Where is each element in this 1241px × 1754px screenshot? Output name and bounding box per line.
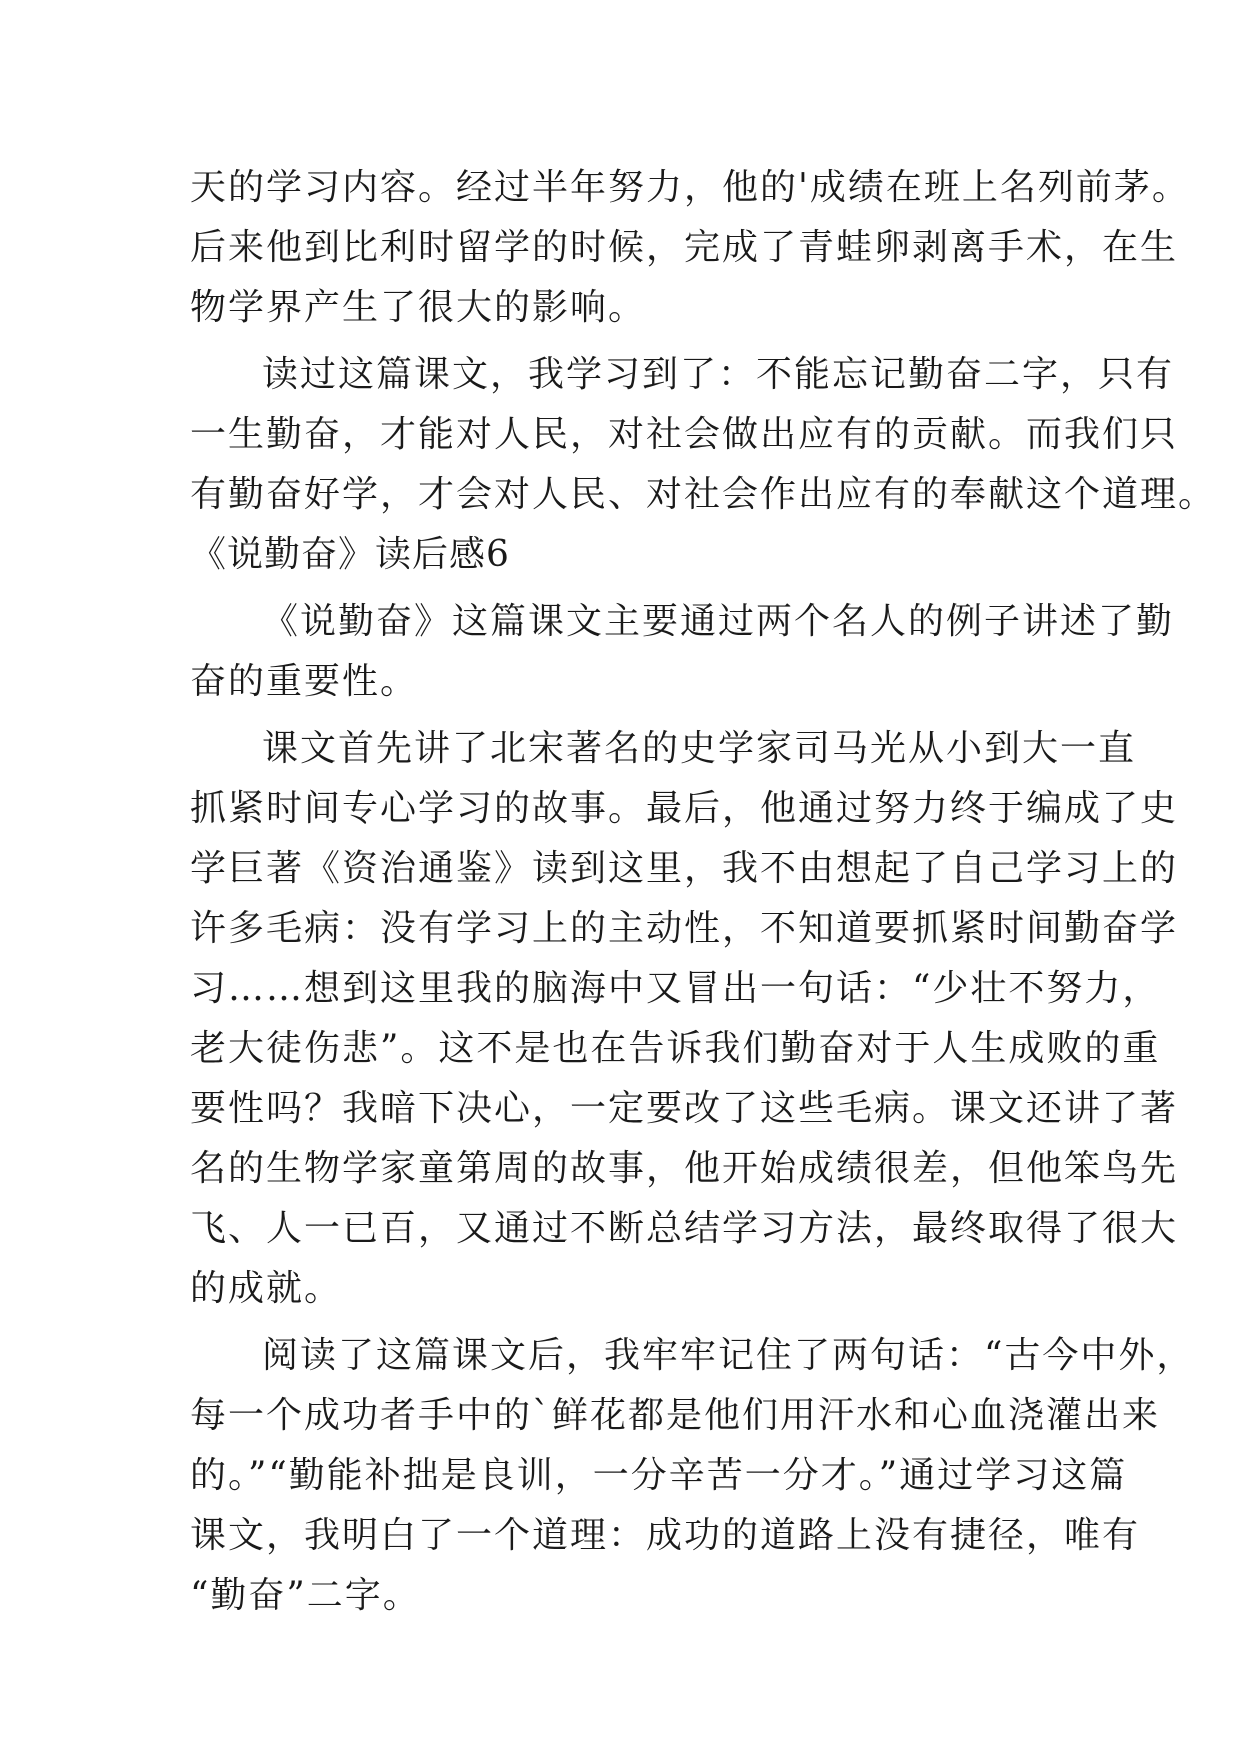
- text-line: 名的生物学家童第周的故事，他开始成绩很差，但他笨鸟先: [190, 1148, 1179, 1189]
- text-line: 习……想到这里我的脑海中又冒出一句话：“少壮不努力，: [190, 968, 1161, 1009]
- paragraph-2: [190, 345, 1217, 525]
- text-line: 课文首先讲了北宋著名的史学家司马光从小到大一直: [262, 728, 1137, 769]
- text-line: 的。”“勤能补拙是良训，一分辛苦一分才。”通过学习这篇: [190, 1455, 1128, 1496]
- text-line: 的成就。: [190, 1268, 343, 1309]
- text-line: “勤奋”二字。: [190, 1575, 421, 1616]
- text-line: 学巨著《资治通鉴》读到这里，我不由想起了自己学习上的: [190, 848, 1179, 889]
- text-line: 每一个成功者手中的`鲜花都是他们用汗水和心血浇灌出来: [190, 1395, 1161, 1436]
- paragraph-3: [190, 592, 1175, 712]
- text-line: 课文，我明白了一个道理：成功的道路上没有捷径，唯有: [190, 1515, 1141, 1556]
- text-line: 天的学习内容。经过半年努力，他的'成绩在班上名列前茅。: [190, 167, 1190, 208]
- text-line: 阅读了这篇课文后，我牢牢记住了两句话：“古今中外，: [262, 1335, 1195, 1376]
- text-line: 后来他到比利时留学的时候，完成了青蛙卵剥离手术，在生: [190, 227, 1179, 268]
- text-line: 一生勤奋，才能对人民，对社会做出应有的贡献。而我们只: [190, 414, 1179, 455]
- paragraph-1: [190, 158, 1190, 338]
- text-line: 许多毛病：没有学习上的主动性，不知道要抓紧时间勤奋学: [190, 908, 1179, 949]
- text-line: 抓紧时间专心学习的故事。最后，他通过努力终于编成了史: [190, 788, 1179, 829]
- text-line: 老大徒伤悲”。这不是也在告诉我们勤奋对于人生成败的重: [190, 1028, 1161, 1069]
- text-line: 奋的重要性。: [190, 661, 419, 702]
- heading-text: 《说勤奋》读后感6: [190, 534, 510, 575]
- text-line: 有勤奋好学，才会对人民、对社会作出应有的奉献这个道理。: [190, 474, 1217, 515]
- section-heading: [190, 525, 1065, 585]
- paragraph-4: [190, 719, 1179, 1319]
- text-line: 物学界产生了很大的影响。: [190, 287, 647, 328]
- paragraph-5: [190, 1326, 1195, 1626]
- text-line: 读过这篇课文，我学习到了：不能忘记勤奋二字，只有: [262, 354, 1175, 395]
- document-body: [190, 158, 1217, 1626]
- text-line: 《说勤奋》这篇课文主要通过两个名人的例子讲述了勤: [262, 601, 1175, 642]
- text-line: 要性吗？我暗下决心，一定要改了这些毛病。课文还讲了著: [190, 1088, 1179, 1129]
- text-line: 飞、人一已百，又通过不断总结学习方法，最终取得了很大: [190, 1208, 1179, 1249]
